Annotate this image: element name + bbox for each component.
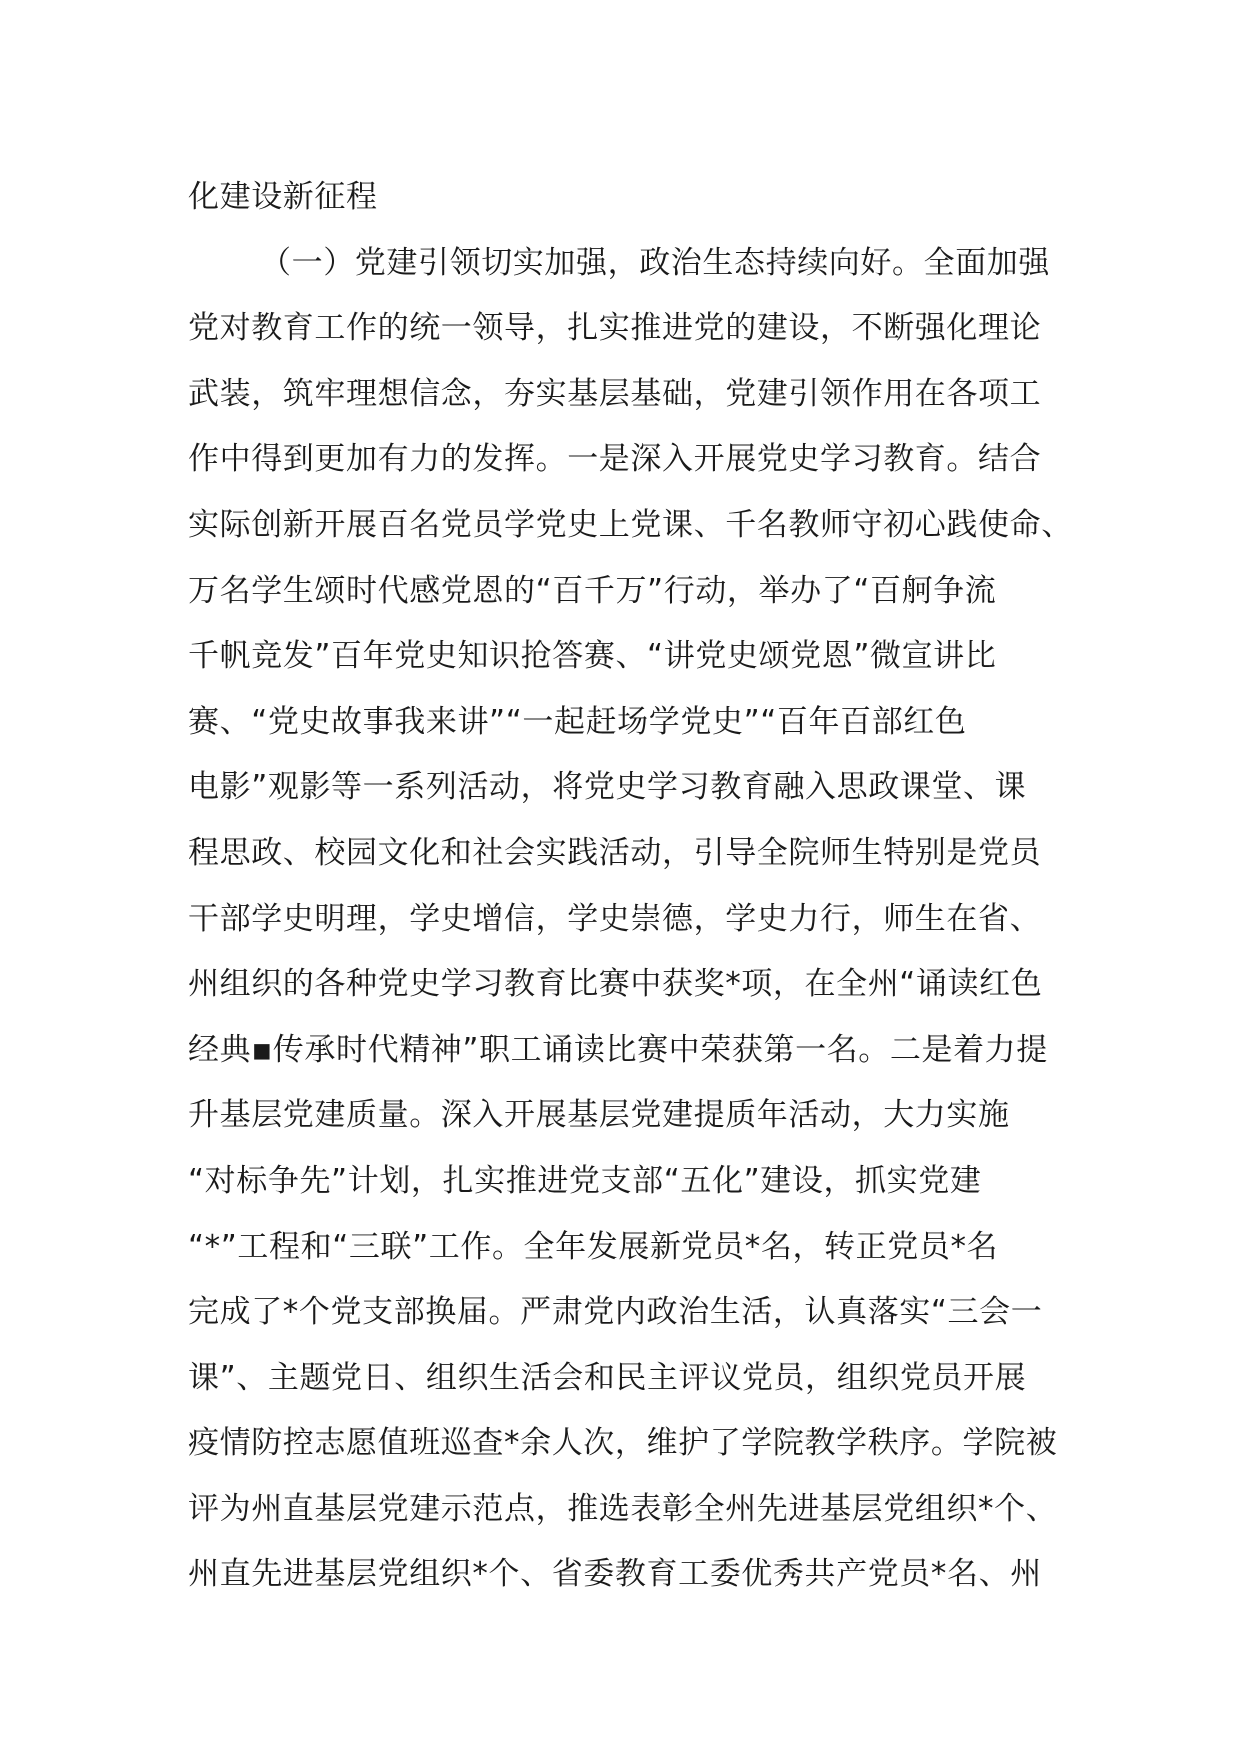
text-line: 经典▪传承时代精神”职工诵读比赛中荣获第一名。二是着力提 [188,1031,1048,1068]
section-heading-line: （一）党建引领切实加强，政治生态持续向好。全面加强 [260,244,1050,281]
text-line: 赛、“党史故事我来讲”“一起赶场学党史”“百年百部红色 [188,703,967,740]
text-line: 完成了*个党支部换届。严肃党内政治生活，认真落实“三会一 [188,1294,1043,1331]
body-text [188,165,1088,1608]
text-line: “*”工程和“三联”工作。全年发展新党员*名，转正党员*名 [188,1228,999,1265]
text-line: 电影”观影等一系列活动，将党史学习教育融入思政课堂、课 [188,769,1027,806]
text-line: 程思政、校园文化和社会实践活动，引导全院师生特别是党员 [188,834,1042,871]
text-line: 作中得到更加有力的发挥。一是深入开展党史学习教育。结合 [188,441,1042,478]
text-line: 州直先进基层党组织*个、省委教育工委优秀共产党员*名、州 [188,1556,1042,1593]
text-line: 党对教育工作的统一领导，扎实推进党的建设，不断强化理论 [188,310,1042,347]
text-line: 千帆竞发”百年党史知识抢答赛、“讲党史颂党恩”微宣讲比 [188,638,997,675]
text-line: 化建设新征程 [188,179,378,215]
text-line: 干部学史明理，学史增信，学史崇德，学史力行，师生在省、 [188,900,1042,937]
text-line: 州组织的各种党史学习教育比赛中获奖*项，在全州“诵读红色 [188,966,1043,1003]
text-line: 评为州直基层党建示范点，推选表彰全州先进基层党组织*个、 [188,1490,1058,1527]
text-line: 实际创新开展百名党员学党史上党课、千名教师守初心践使命、 [188,506,1073,543]
text-line: “对标争先”计划，扎实推进党支部“五化”建设，抓实党建 [188,1162,982,1199]
text-line: 课”、主题党日、组织生活会和民主评议党员，组织党员开展 [188,1359,1027,1396]
text-line: 万名学生颂时代感党恩的“百千万”行动，举办了“百舸争流 [188,572,997,609]
text-line: 疫情防控志愿值班巡查*余人次，维护了学院教学秩序。学院被 [188,1425,1058,1462]
text-line: 武装，筑牢理想信念，夯实基层基础，党建引领作用在各项工 [188,375,1042,412]
text-line: 升基层党建质量。深入开展基层党建提质年活动，大力实施 [188,1097,1010,1134]
